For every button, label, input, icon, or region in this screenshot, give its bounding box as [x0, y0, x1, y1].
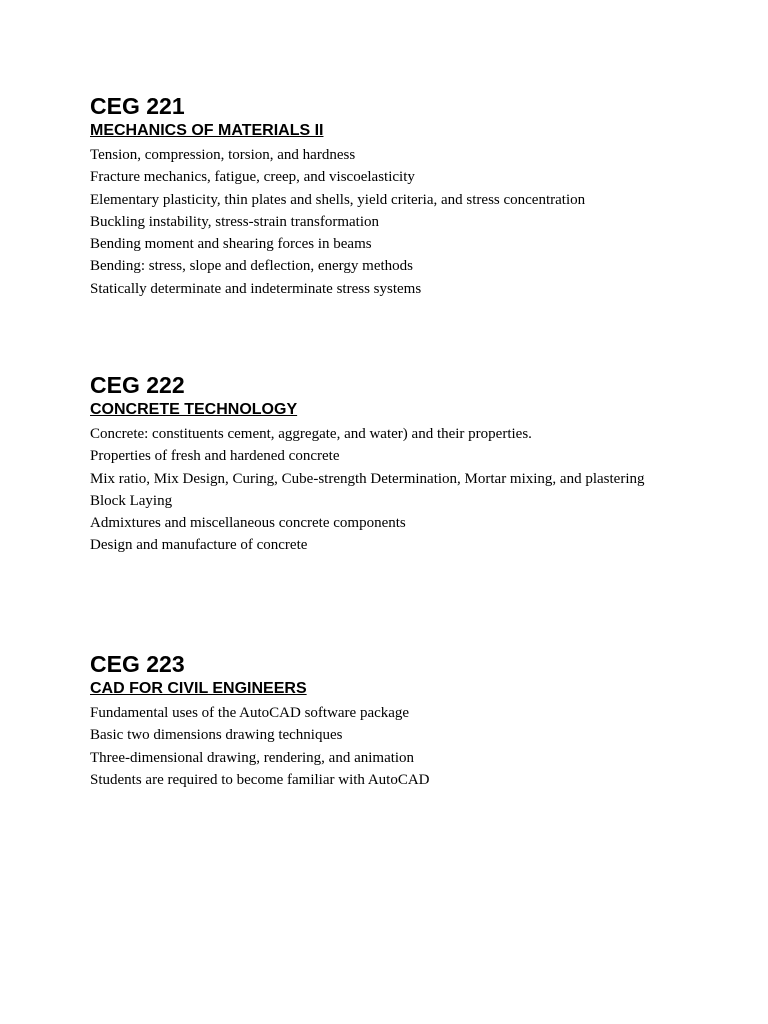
- topic-item: Three-dimensional drawing, rendering, and animation: [90, 749, 415, 766]
- topic-item: Block Laying: [90, 492, 173, 509]
- topic-item: Elementary plasticity, thin plates and shells, yield criteria, and stress concentration: [90, 191, 586, 208]
- topic-list: [90, 144, 690, 300]
- topic-item: Tension, compression, torsion, and hardness: [90, 147, 356, 163]
- topic-item: Mix ratio, Mix Design, Curing, Cube-strength Determination, Mortar mixing, and plastering: [90, 470, 645, 487]
- topic-item: Basic two dimensions drawing techniques: [90, 727, 343, 744]
- topic-list: [90, 702, 690, 791]
- topic-item: Fundamental uses of the AutoCAD software package: [90, 705, 410, 721]
- topic-item: Students are required to become familiar with AutoCAD: [90, 771, 430, 788]
- course-code: CEG 221: [90, 93, 185, 119]
- topic-item: Fracture mechanics, fatigue, creep, and viscoelasticity: [90, 169, 415, 186]
- topic-item: Bending moment and shearing forces in beams: [90, 236, 372, 253]
- topic-item: Concrete: constituents cement, aggregate, and water) and their properties.: [90, 426, 532, 442]
- topic-item: Statically determinate and indeterminate stress systems: [90, 280, 422, 297]
- course-section-ceg-223: [90, 651, 690, 791]
- course-title: CONCRETE TECHNOLOGY: [90, 401, 298, 418]
- topic-item: Properties of fresh and hardened concrete: [90, 448, 340, 465]
- course-code: CEG 223: [90, 651, 185, 677]
- course-title: MECHANICS OF MATERIALS II: [90, 122, 324, 139]
- topic-item: Admixtures and miscellaneous concrete components: [90, 515, 406, 532]
- topic-list: [90, 423, 690, 557]
- course-section-ceg-222: [90, 372, 690, 557]
- course-code: CEG 222: [90, 372, 185, 398]
- course-title: CAD FOR CIVIL ENGINEERS: [90, 680, 307, 697]
- topic-item: Design and manufacture of concrete: [90, 537, 308, 554]
- course-section-ceg-221: [90, 93, 690, 300]
- topic-item: Bending: stress, slope and deflection, energy methods: [90, 258, 413, 275]
- topic-item: Buckling instability, stress-strain transformation: [90, 213, 379, 230]
